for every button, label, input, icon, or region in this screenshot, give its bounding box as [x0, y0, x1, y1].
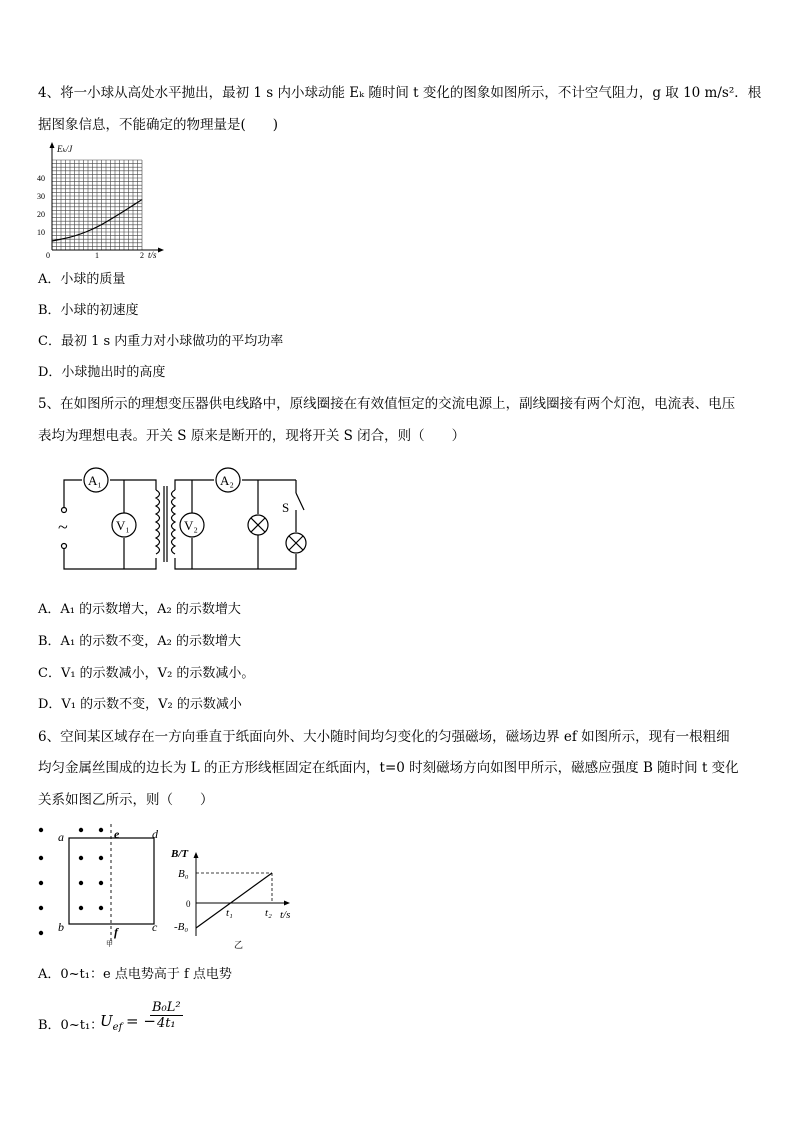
- q5-primary-wire-bottom: [64, 549, 156, 569]
- q6-b-line: [196, 873, 272, 928]
- q4-option-b[interactable]: B．小球的初速度: [38, 303, 139, 318]
- q5-lamp-2-cross: [289, 536, 303, 550]
- q6-b-t2: t₂: [265, 907, 272, 919]
- q6-option-a[interactable]: A．0~t₁：e 点电势高于 f 点电势: [38, 967, 232, 982]
- q6-option-b-eq: = −: [126, 1012, 156, 1030]
- q5-circuit-diagram: [48, 460, 318, 580]
- q4-ek-t-graph: [34, 140, 174, 260]
- q6-label-f: f: [114, 925, 118, 939]
- q6-b-xlabel: t/s: [280, 909, 291, 921]
- q4-stem-line2: 据图象信息，不能确定的物理量是( ): [38, 117, 279, 133]
- q6-field-dot: [99, 856, 103, 860]
- q5-label-a2: A₂: [220, 473, 234, 488]
- q5-option-c[interactable]: C．V₁ 的示数减小，V₂ 的示数减小。: [38, 666, 255, 681]
- q6-b-ylabel: B/T: [171, 848, 189, 860]
- q6-label-e: e: [114, 827, 120, 841]
- q5-label-v2: V₂: [184, 518, 198, 533]
- q6-option-b-sub: ef: [112, 1022, 123, 1033]
- q4-ytick-label: 40: [37, 174, 45, 183]
- q6-option-b-numerator: B₀L²: [152, 1000, 181, 1015]
- q5-source-symbol: ~: [58, 517, 68, 537]
- q4-ylabel: Eₖ/J: [57, 144, 73, 154]
- q6-field-dot: [99, 906, 103, 910]
- q4-option-a[interactable]: A．小球的质量: [38, 272, 126, 287]
- q4-option-d[interactable]: D．小球抛出时的高度: [38, 365, 166, 380]
- q6-b-y-arrow: [194, 852, 199, 858]
- q5-label-v1: V₁: [116, 518, 130, 533]
- q4-option-c[interactable]: C．最初 1 s 内重力对小球做功的平均功率: [38, 334, 284, 349]
- q5-label-switch: S: [282, 500, 290, 515]
- q5-option-d[interactable]: D．V₁ 的示数不变，V₂ 的示数减小: [38, 697, 242, 712]
- q6-field-dot: [39, 881, 43, 885]
- q4-xtick-label: 1: [95, 251, 99, 260]
- q5-label-a1: A₁: [88, 473, 102, 488]
- q6-field-dot: [79, 856, 83, 860]
- q6-option-b-denominator: 4t₁: [156, 1016, 176, 1031]
- q5-option-a[interactable]: A．A₁ 的示数增大，A₂ 的示数增大: [38, 602, 241, 617]
- q4-stem-line1: 4、将一小球从高处水平抛出，最初 1 s 内小球动能 Eₖ 随时间 t 变化的图象如图所示，不计空气阻力，g 取 10 m/s²．根: [38, 85, 762, 101]
- q5-secondary-coil: [172, 490, 176, 554]
- q6-b-zero: 0: [186, 899, 191, 909]
- q5-primary-wire-top: [64, 480, 82, 507]
- q6-option-b-fraction: [150, 1000, 183, 1031]
- q4-origin: 0: [46, 251, 50, 260]
- q4-x-arrow: [158, 248, 164, 253]
- q4-ytick-label: 30: [37, 192, 45, 201]
- q6-field-dot: [79, 906, 83, 910]
- q6-option-b-lhs: $U_{ef}$: [100, 1012, 123, 1033]
- q6-figure-b: [168, 840, 308, 950]
- q5-lamp-1-cross: [251, 518, 265, 532]
- q6-label-d: d: [152, 827, 158, 841]
- q5-terminal-top: [62, 508, 67, 513]
- q6-field-dot: [99, 881, 103, 885]
- q6-stem-line3: 关系如图乙所示，则（ ）: [38, 792, 214, 808]
- q6-caption-b: 乙: [234, 940, 244, 950]
- q6-option-b-prefix: B．0~t₁：: [38, 1018, 104, 1033]
- q6-b-t1: t₁: [226, 907, 233, 919]
- q6-field-dot: [39, 856, 43, 860]
- q6-field-dot: [39, 828, 43, 832]
- q5-primary-wire-top2: [110, 480, 156, 490]
- q6-stem-line2: 均匀金属丝围成的边长为 L 的正方形线框固定在纸面内，t=0 时刻磁场方向如图甲所示，磁感应强度 B 随时间 t 变化: [38, 760, 739, 776]
- q6-field-dot: [99, 828, 103, 832]
- q4-ytick-label: 10: [37, 228, 45, 237]
- q6-figure-a: [34, 820, 174, 950]
- q6-label-c: c: [152, 920, 158, 934]
- q4-xlabel: t/s: [148, 250, 157, 260]
- q4-ytick-label: 20: [37, 210, 45, 219]
- q6-field-dots: [39, 828, 103, 935]
- q5-secondary-wire-bottom: [175, 554, 296, 569]
- q6-b-b0: B₀: [178, 868, 189, 880]
- q5-stem-line1: 5、在如图所示的理想变压器供电线路中，原线圈接在有效值恒定的交流电源上，副线圈接有两个灯泡，电流表、电压: [38, 396, 736, 412]
- q4-xtick-label: 2: [140, 251, 144, 260]
- q5-stem-line2: 表均为理想电表。开关 S 原来是断开的，现将开关 S 闭合，则（ ）: [38, 428, 466, 444]
- q5-terminal-bottom: [62, 544, 67, 549]
- q6-label-a: a: [58, 830, 64, 844]
- q5-switch-blade: [296, 493, 304, 510]
- q6-caption-a: 甲: [106, 940, 113, 948]
- q4-y-arrow: [50, 142, 55, 148]
- q6-stem-line1: 6、空间某区域存在一方向垂直于纸面向外、大小随时间均匀变化的匀强磁场，磁场边界 ef 如图所示，现有一根粗细: [38, 729, 730, 745]
- q6-field-dot: [79, 828, 83, 832]
- q5-secondary-wire-top: [175, 480, 214, 490]
- q6-label-b: b: [58, 920, 64, 934]
- q6-b-x-arrow: [284, 901, 290, 906]
- q4-grid: [52, 160, 142, 250]
- q6-field-dot: [39, 906, 43, 910]
- q6-b-negb0: -B₀: [174, 921, 189, 933]
- q5-primary-coil: [156, 490, 160, 554]
- q6-field-dot: [79, 881, 83, 885]
- q5-option-b[interactable]: B．A₁ 的示数不变，A₂ 的示数增大: [38, 634, 242, 649]
- q6-field-dot: [39, 931, 43, 935]
